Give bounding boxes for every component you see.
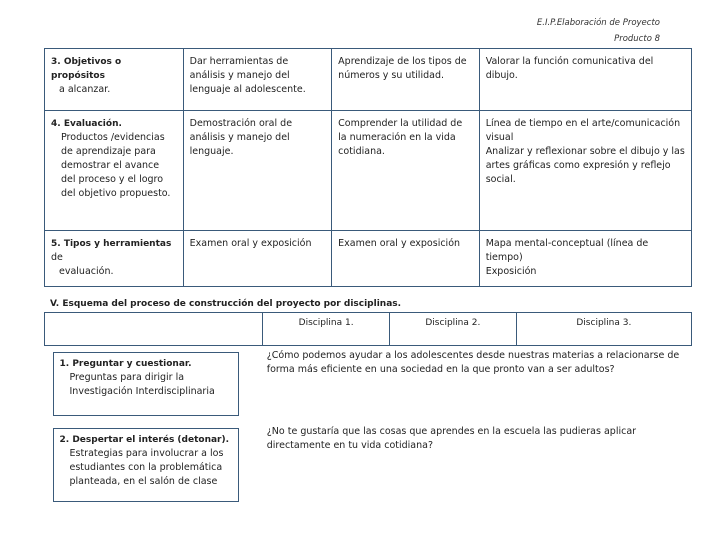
section-title: V. Esquema del proceso de construcción del proyecto por disciplinas. xyxy=(50,299,402,309)
cell-line: visual xyxy=(485,132,514,143)
cell-line: Línea de tiempo en el arte/comunicación xyxy=(485,118,681,129)
table-cell: Aprendizaje de los tipos de números y su utilidad. xyxy=(332,49,480,111)
row-label-body: evaluación. xyxy=(59,266,114,277)
project-table xyxy=(44,48,692,287)
table-row xyxy=(45,422,692,508)
item-cell xyxy=(45,346,263,423)
empty-cell xyxy=(45,313,263,346)
item-body: Preguntas para dirigir la Investigación Interdisciplinaria xyxy=(69,372,215,397)
cell-line: Analizar y reflexionar sobre el dibujo y las artes gráficas como expresión y reflejo social. xyxy=(485,146,685,185)
table-cell: Comprender la utilidad de la numeración en la vida cotidiana. xyxy=(332,111,480,231)
row-label-cell xyxy=(45,49,184,111)
item-box xyxy=(53,428,239,502)
table-cell: Dar herramientas de análisis y manejo del lenguaje al adolescente. xyxy=(183,49,332,111)
table-cell xyxy=(479,111,691,231)
row-label-cell xyxy=(45,111,184,231)
row-label-body: a alcanzar. xyxy=(59,84,111,95)
discipline-3: Disciplina 3. xyxy=(516,313,691,346)
table-row xyxy=(45,111,692,231)
item-cell xyxy=(45,422,263,508)
item-body: Estrategias para involucrar a los estudiantes con la problemática planteada, en el salón de clase xyxy=(69,448,224,487)
row-label-title: 4. Evaluación. xyxy=(51,119,122,129)
row-label-title: 3. Objetivos o propósitos xyxy=(51,57,122,81)
discipline-2: Disciplina 2. xyxy=(389,313,516,346)
item-head: 2. Despertar el interés (detonar). xyxy=(59,435,230,445)
table-cell xyxy=(479,231,691,287)
row-label-title: 5. Tipos y herramientas xyxy=(51,239,172,249)
row-label-title-rest: de xyxy=(51,252,63,263)
table-cell: Examen oral y exposición xyxy=(183,231,332,287)
item-box xyxy=(53,352,239,416)
table-cell: Examen oral y exposición xyxy=(332,231,480,287)
item-text: ¿Cómo podemos ayudar a los adolescentes desde nuestras materias a relacionarse de forma más eficiente en una sociedad en la que pronto van a ser adultos? xyxy=(266,350,680,375)
table-cell: Valorar la función comunicativa del dibujo. xyxy=(479,49,691,111)
cell-line: Mapa mental-conceptual (línea de tiempo) xyxy=(485,238,649,263)
item-head: 1. Preguntar y cuestionar. xyxy=(59,359,192,369)
discipline-1: Disciplina 1. xyxy=(263,313,390,346)
table-row xyxy=(45,346,692,423)
discipline-header-row xyxy=(45,313,692,346)
document-header-title: E.I.P.Elaboración de Proyecto xyxy=(536,18,660,28)
table-row xyxy=(45,231,692,287)
discipline-table xyxy=(44,312,692,508)
item-text: ¿No te gustaría que las cosas que aprendes en la escuela las pudieras aplicar directamente en tu vida cotidiana? xyxy=(266,426,637,451)
cell-line: Exposición xyxy=(485,266,537,277)
table-cell: Demostración oral de análisis y manejo del lenguaje. xyxy=(183,111,332,231)
document-header-product: Producto 8 xyxy=(614,34,660,44)
row-label-cell xyxy=(45,231,184,287)
row-label-body: Productos /evidencias de aprendizaje para demostrar el avance del proceso y el logro del objetivo propuesto. xyxy=(61,132,171,199)
table-row xyxy=(45,49,692,111)
